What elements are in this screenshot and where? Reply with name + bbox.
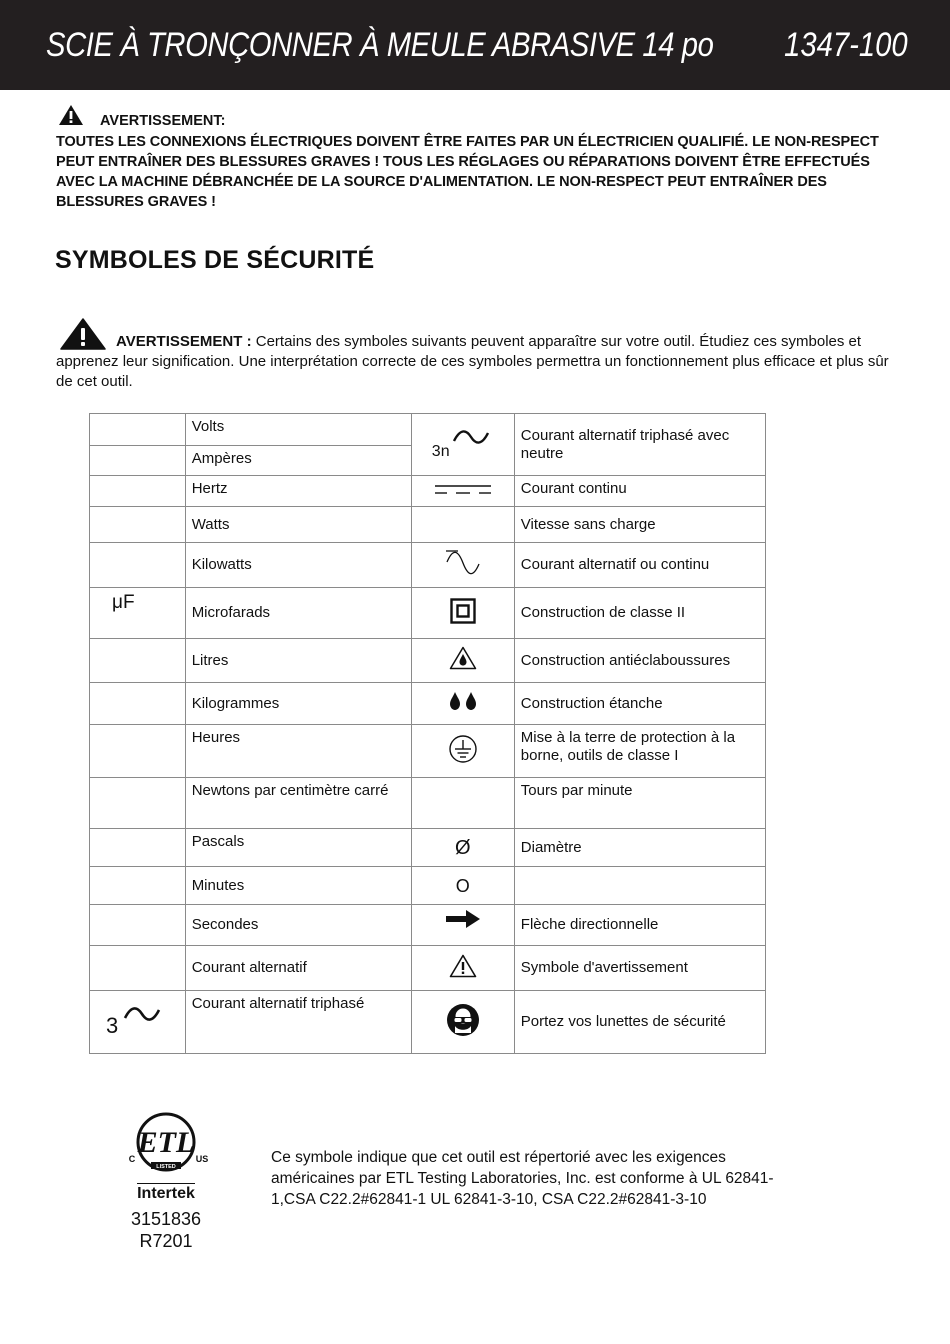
- etl-logo: [118, 1112, 228, 1176]
- warning-text: TOUTES LES CONNEXIONS ÉLECTRIQUES DOIVENT ÊTRE FAITES PAR UN ÉLECTRICIEN QUALIFIÉ. LE NON-RESPECT PEUT ENTRAÎNER DES BLESSURES GRAVES ! TOUS LES RÉGLAGES OU RÉPARATIONS DOIVENT ÊTRE EFFECTUÉS AVEC LA MACHINE DÉBRANCHÉE DE LA SOURCE D'ALIMENTATION. LE NON-RESPECT PEUT ENTRAÎNER DES BLESSURES GRAVES !: [56, 134, 879, 210]
- warning-label: AVERTISSEMENT :: [116, 333, 252, 350]
- meaning-cell: Construction de classe II: [514, 588, 765, 639]
- symbol-cell: [90, 829, 186, 867]
- meaning-cell: [514, 867, 765, 905]
- table-row: [90, 683, 766, 725]
- symbol-cell: [90, 507, 186, 543]
- table-row: [90, 414, 766, 446]
- ac-dc-icon: [411, 543, 514, 588]
- cert-number: 3151836: [130, 1209, 202, 1229]
- direct-current-icon: [411, 476, 514, 507]
- symbol-cell: [411, 507, 514, 543]
- table-row: [90, 588, 766, 639]
- safety-glasses-icon: [411, 991, 514, 1054]
- svg-text:ETL: ETL: [137, 1126, 195, 1159]
- etl-certification: [118, 1112, 228, 1252]
- meaning-cell: Courant alternatif triphasé avec neutre: [514, 414, 765, 476]
- page-header: [0, 0, 950, 90]
- meaning-cell: Watts: [185, 507, 411, 543]
- meaning-cell: Flèche directionnelle: [514, 905, 765, 946]
- table-row: [90, 905, 766, 946]
- arrow-right-icon: [411, 905, 514, 946]
- warning-triangle-icon: [58, 104, 84, 126]
- symbol-cell: [90, 588, 186, 639]
- symbol-cell: [411, 778, 514, 829]
- warning-text: Certains des symboles suivants peuvent apparaître sur votre outil. Étudiez ces symboles et apprenez leur signification. Une interprétation correcte de ces symboles permettra un fonctionnement plus efficace et plus sûr de cet outil.: [56, 333, 889, 390]
- meaning-cell: Heures: [185, 725, 411, 778]
- symbol-cell: [90, 778, 186, 829]
- meaning-cell: Volts: [185, 414, 411, 446]
- electrical-warning: [56, 104, 906, 212]
- off-position-icon: O: [411, 867, 514, 905]
- certification-text: Ce symbole indique que cet outil est répertorié avec les exigences américaines par ETL Testing Laboratories, Inc. est conforme à UL 62841-1,CSA C22.2#62841-1 UL 62841-3-10, CSA C22.2#62841-3-10: [271, 1149, 774, 1208]
- symbols-warning: [56, 318, 906, 392]
- meaning-cell: Construction étanche: [514, 683, 765, 725]
- symbol-cell: [90, 639, 186, 683]
- table-row: [90, 778, 766, 829]
- meaning-cell: Mise à la terre de protection à la borne, outils de classe I: [514, 725, 765, 778]
- symbol-cell: [90, 543, 186, 588]
- section-title: SYMBOLES DE SÉCURITÉ: [55, 246, 375, 274]
- meaning-cell: Courant alternatif: [185, 946, 411, 991]
- symbol-cell: [90, 414, 186, 446]
- meaning-cell: Kilowatts: [185, 543, 411, 588]
- meaning-cell: Secondes: [185, 905, 411, 946]
- table-row: [90, 639, 766, 683]
- meaning-cell: Tours par minute: [514, 778, 765, 829]
- meaning-cell: Symbole d'avertissement: [514, 946, 765, 991]
- svg-text:C: C: [128, 1154, 136, 1164]
- symbol-cell: [90, 867, 186, 905]
- symbol-cell: [90, 725, 186, 778]
- meaning-cell: Courant alternatif ou continu: [514, 543, 765, 588]
- warning-label: AVERTISSEMENT:: [100, 113, 226, 129]
- intertek-brand: Intertek: [137, 1185, 195, 1202]
- safety-symbols-table: [89, 413, 766, 1054]
- protective-earth-icon: [411, 725, 514, 778]
- meaning-cell: Diamètre: [514, 829, 765, 867]
- svg-text:LISTED: LISTED: [156, 1164, 176, 1170]
- meaning-cell: Hertz: [185, 476, 411, 507]
- table-row: [90, 725, 766, 778]
- splash-proof-icon: [411, 639, 514, 683]
- warning-triangle-icon: [411, 946, 514, 991]
- three-phase-ac-icon: 3: [90, 991, 186, 1054]
- warning-triangle-icon: [60, 318, 106, 350]
- meaning-cell: Pascals: [185, 829, 411, 867]
- table-row: [90, 507, 766, 543]
- meaning-cell: Ampères: [185, 446, 411, 476]
- symbol-cell: [90, 905, 186, 946]
- meaning-cell: Courant continu: [514, 476, 765, 507]
- svg-text:US: US: [195, 1154, 209, 1164]
- table-row: [90, 946, 766, 991]
- model-number: 1347-100: [784, 26, 908, 64]
- three-phase-neutral-icon: 3n: [411, 414, 514, 476]
- meaning-cell: Courant alternatif triphasé: [185, 991, 411, 1054]
- symbol-cell: [90, 476, 186, 507]
- meaning-cell: Newtons par centimètre carré: [185, 778, 411, 829]
- page-title: SCIE À TRONÇONNER À MEULE ABRASIVE 14 po: [46, 26, 714, 64]
- microfarad-symbol: μF: [112, 592, 135, 613]
- cert-control-number: R7201: [139, 1231, 193, 1251]
- table-row: [90, 829, 766, 867]
- class-ii-icon: [411, 588, 514, 639]
- table-row: [90, 867, 766, 905]
- meaning-cell: Microfarads: [185, 588, 411, 639]
- meaning-cell: Minutes: [185, 867, 411, 905]
- symbol-cell: [90, 946, 186, 991]
- symbol-cell: [90, 446, 186, 476]
- meaning-cell: Construction antiéclaboussures: [514, 639, 765, 683]
- meaning-cell: Kilogrammes: [185, 683, 411, 725]
- symbol-cell: [90, 683, 186, 725]
- table-row: [90, 991, 766, 1054]
- table-row: [90, 476, 766, 507]
- table-row: [90, 543, 766, 588]
- diameter-icon: Ø: [411, 829, 514, 867]
- watertight-icon: [411, 683, 514, 725]
- meaning-cell: Vitesse sans charge: [514, 507, 765, 543]
- meaning-cell: Portez vos lunettes de sécurité: [514, 991, 765, 1054]
- meaning-cell: Litres: [185, 639, 411, 683]
